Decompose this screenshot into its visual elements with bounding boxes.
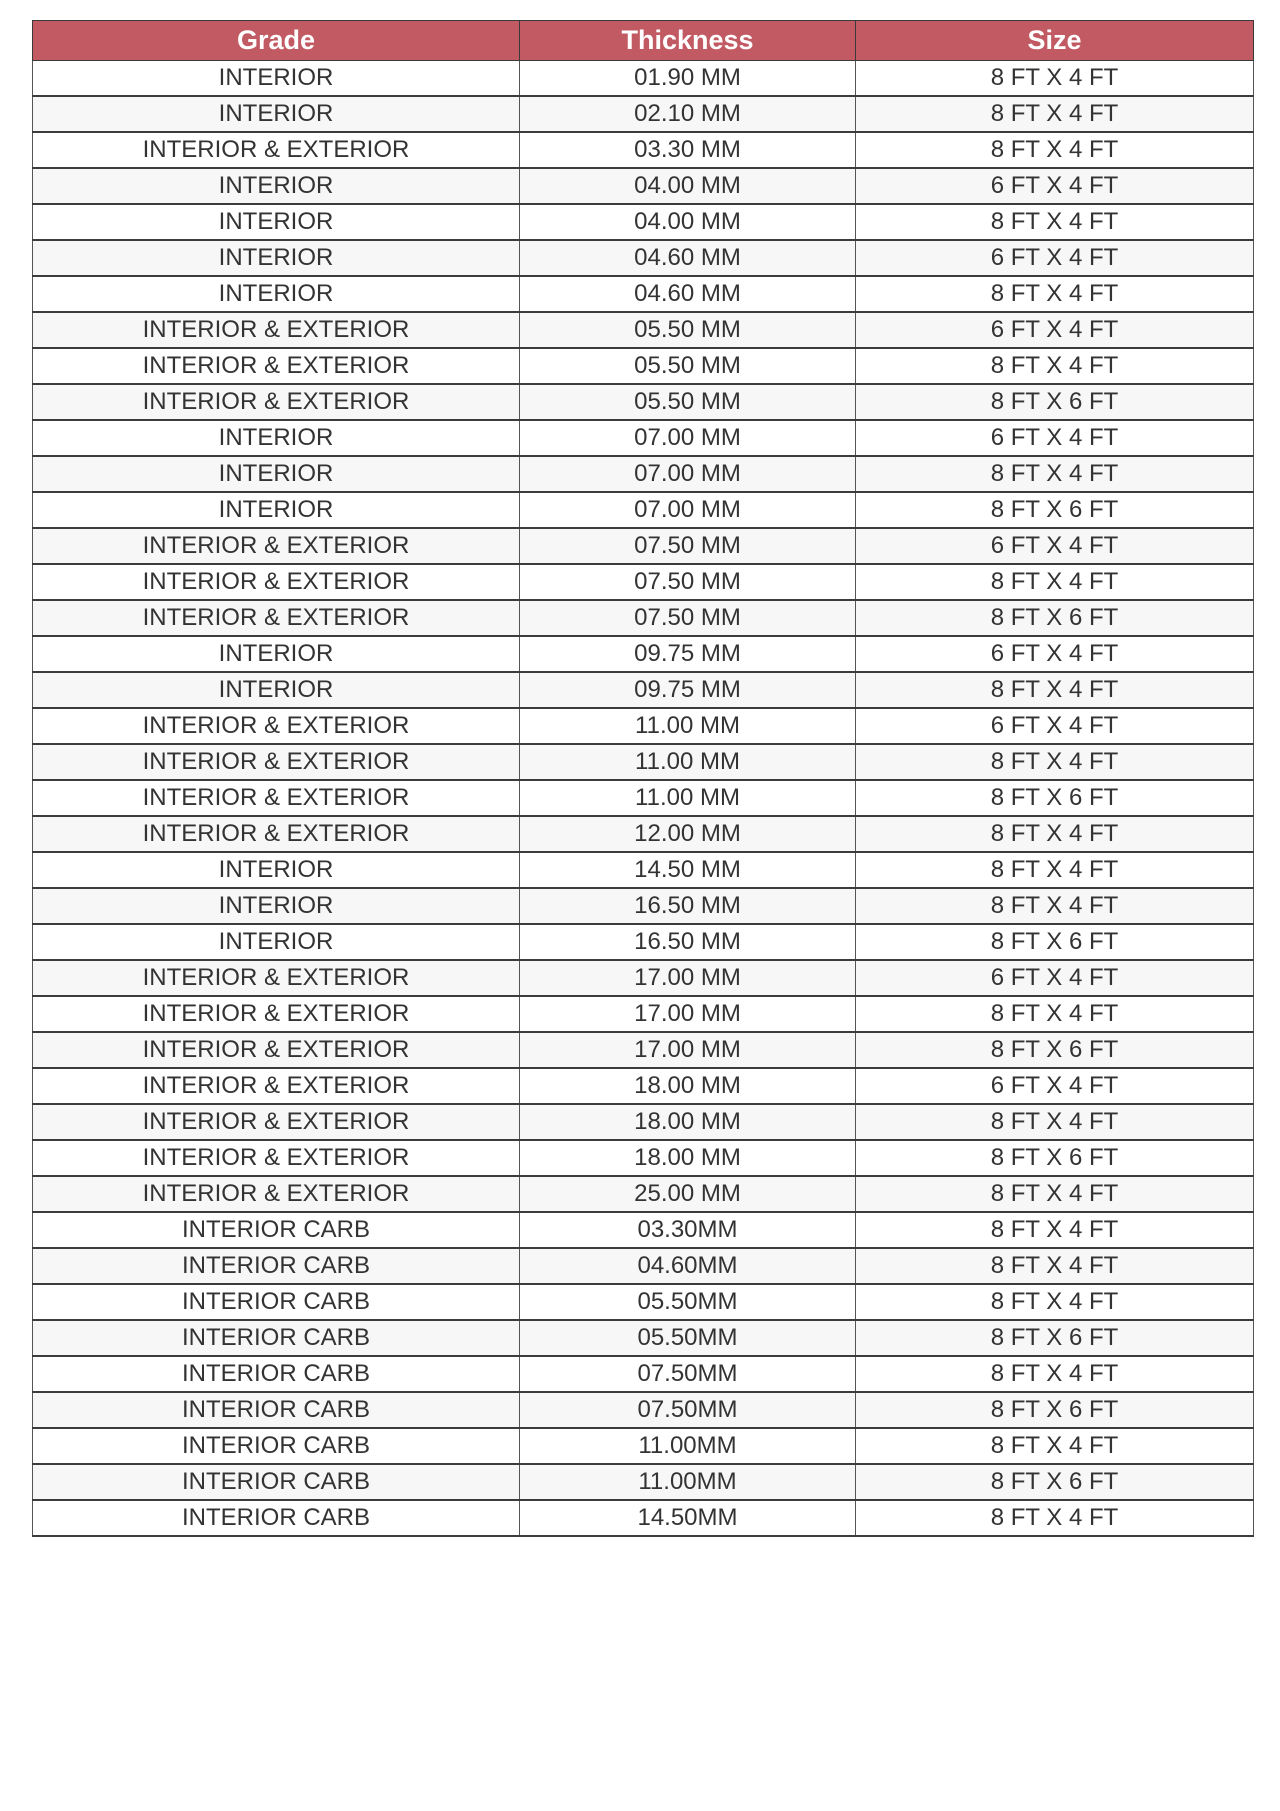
cell-thickness: 11.00 MM (520, 780, 856, 816)
table-row (33, 1212, 1254, 1248)
table-row (33, 204, 1254, 240)
cell-size: 8 FT X 4 FT (856, 1104, 1254, 1140)
table-row (33, 1032, 1254, 1068)
cell-size: 8 FT X 6 FT (856, 1032, 1254, 1068)
cell-grade: INTERIOR (33, 168, 520, 204)
cell-grade: INTERIOR (33, 276, 520, 312)
cell-size: 8 FT X 6 FT (856, 1464, 1254, 1500)
cell-thickness: 04.60MM (520, 1248, 856, 1284)
table-row (33, 960, 1254, 996)
cell-grade: INTERIOR (33, 61, 520, 97)
table-row (33, 672, 1254, 708)
table-row (33, 132, 1254, 168)
table-row (33, 852, 1254, 888)
cell-thickness: 02.10 MM (520, 96, 856, 132)
cell-grade: INTERIOR CARB (33, 1356, 520, 1392)
column-header-grade: Grade (33, 21, 520, 61)
table-row (33, 780, 1254, 816)
cell-thickness: 17.00 MM (520, 960, 856, 996)
cell-size: 8 FT X 4 FT (856, 348, 1254, 384)
cell-thickness: 04.00 MM (520, 168, 856, 204)
cell-grade: INTERIOR (33, 204, 520, 240)
cell-grade: INTERIOR CARB (33, 1284, 520, 1320)
table-row (33, 61, 1254, 97)
cell-grade: INTERIOR & EXTERIOR (33, 816, 520, 852)
cell-size: 8 FT X 4 FT (856, 456, 1254, 492)
table-row (33, 816, 1254, 852)
cell-grade: INTERIOR & EXTERIOR (33, 312, 520, 348)
cell-thickness: 11.00 MM (520, 744, 856, 780)
cell-size: 8 FT X 4 FT (856, 1428, 1254, 1464)
product-spec-table (32, 20, 1254, 1537)
cell-size: 8 FT X 4 FT (856, 816, 1254, 852)
table-row (33, 1428, 1254, 1464)
table-row (33, 1248, 1254, 1284)
cell-grade: INTERIOR & EXTERIOR (33, 348, 520, 384)
cell-grade: INTERIOR CARB (33, 1392, 520, 1428)
cell-grade: INTERIOR & EXTERIOR (33, 132, 520, 168)
cell-size: 8 FT X 4 FT (856, 744, 1254, 780)
cell-thickness: 05.50 MM (520, 312, 856, 348)
table-row (33, 384, 1254, 420)
cell-grade: INTERIOR (33, 456, 520, 492)
cell-grade: INTERIOR (33, 672, 520, 708)
cell-thickness: 04.60 MM (520, 276, 856, 312)
cell-size: 8 FT X 6 FT (856, 1320, 1254, 1356)
cell-thickness: 14.50MM (520, 1500, 856, 1536)
table-row (33, 276, 1254, 312)
table-row (33, 744, 1254, 780)
cell-size: 8 FT X 4 FT (856, 1284, 1254, 1320)
cell-size: 8 FT X 4 FT (856, 204, 1254, 240)
cell-grade: INTERIOR & EXTERIOR (33, 600, 520, 636)
cell-thickness: 05.50MM (520, 1284, 856, 1320)
table-row (33, 924, 1254, 960)
cell-size: 8 FT X 6 FT (856, 600, 1254, 636)
header-row (33, 21, 1254, 61)
cell-size: 8 FT X 4 FT (856, 1248, 1254, 1284)
cell-size: 6 FT X 4 FT (856, 312, 1254, 348)
cell-size: 8 FT X 4 FT (856, 61, 1254, 97)
cell-grade: INTERIOR & EXTERIOR (33, 780, 520, 816)
cell-size: 8 FT X 4 FT (856, 996, 1254, 1032)
cell-thickness: 07.50 MM (520, 600, 856, 636)
cell-size: 6 FT X 4 FT (856, 708, 1254, 744)
cell-thickness: 18.00 MM (520, 1068, 856, 1104)
cell-size: 6 FT X 4 FT (856, 1068, 1254, 1104)
table-row (33, 636, 1254, 672)
cell-size: 8 FT X 4 FT (856, 1176, 1254, 1212)
table-row (33, 528, 1254, 564)
cell-thickness: 07.00 MM (520, 456, 856, 492)
cell-grade: INTERIOR CARB (33, 1428, 520, 1464)
cell-thickness: 05.50MM (520, 1320, 856, 1356)
cell-size: 6 FT X 4 FT (856, 528, 1254, 564)
cell-size: 6 FT X 4 FT (856, 168, 1254, 204)
column-header-thickness: Thickness (520, 21, 856, 61)
cell-thickness: 25.00 MM (520, 1176, 856, 1212)
cell-grade: INTERIOR & EXTERIOR (33, 960, 520, 996)
cell-size: 8 FT X 6 FT (856, 1140, 1254, 1176)
cell-size: 8 FT X 6 FT (856, 924, 1254, 960)
table-row (33, 1284, 1254, 1320)
table-header (33, 21, 1254, 61)
cell-grade: INTERIOR CARB (33, 1464, 520, 1500)
cell-grade: INTERIOR CARB (33, 1212, 520, 1248)
cell-size: 8 FT X 4 FT (856, 852, 1254, 888)
cell-thickness: 07.50 MM (520, 564, 856, 600)
cell-thickness: 07.00 MM (520, 492, 856, 528)
cell-grade: INTERIOR & EXTERIOR (33, 1176, 520, 1212)
cell-grade: INTERIOR & EXTERIOR (33, 1032, 520, 1068)
column-header-size: Size (856, 21, 1254, 61)
table-row (33, 1068, 1254, 1104)
cell-thickness: 01.90 MM (520, 61, 856, 97)
table-row (33, 240, 1254, 276)
table-row (33, 1140, 1254, 1176)
cell-thickness: 07.50MM (520, 1392, 856, 1428)
cell-size: 8 FT X 6 FT (856, 780, 1254, 816)
table-row (33, 1500, 1254, 1536)
table-row (33, 1392, 1254, 1428)
cell-grade: INTERIOR (33, 240, 520, 276)
cell-grade: INTERIOR & EXTERIOR (33, 744, 520, 780)
cell-thickness: 16.50 MM (520, 888, 856, 924)
cell-grade: INTERIOR (33, 852, 520, 888)
cell-grade: INTERIOR & EXTERIOR (33, 528, 520, 564)
table-row (33, 564, 1254, 600)
cell-grade: INTERIOR (33, 492, 520, 528)
cell-grade: INTERIOR & EXTERIOR (33, 996, 520, 1032)
cell-size: 6 FT X 4 FT (856, 420, 1254, 456)
cell-thickness: 03.30MM (520, 1212, 856, 1248)
cell-size: 8 FT X 4 FT (856, 1356, 1254, 1392)
cell-grade: INTERIOR & EXTERIOR (33, 1140, 520, 1176)
cell-thickness: 07.50 MM (520, 528, 856, 564)
cell-grade: INTERIOR (33, 420, 520, 456)
cell-grade: INTERIOR & EXTERIOR (33, 708, 520, 744)
cell-size: 6 FT X 4 FT (856, 960, 1254, 996)
cell-grade: INTERIOR & EXTERIOR (33, 564, 520, 600)
cell-size: 8 FT X 6 FT (856, 492, 1254, 528)
cell-thickness: 12.00 MM (520, 816, 856, 852)
cell-thickness: 03.30 MM (520, 132, 856, 168)
cell-size: 8 FT X 4 FT (856, 888, 1254, 924)
cell-grade: INTERIOR CARB (33, 1500, 520, 1536)
table-row (33, 996, 1254, 1032)
table-row (33, 96, 1254, 132)
table-row (33, 1176, 1254, 1212)
cell-grade: INTERIOR (33, 96, 520, 132)
cell-grade: INTERIOR CARB (33, 1320, 520, 1356)
table-row (33, 420, 1254, 456)
table-row (33, 456, 1254, 492)
cell-thickness: 11.00 MM (520, 708, 856, 744)
cell-grade: INTERIOR & EXTERIOR (33, 1068, 520, 1104)
cell-thickness: 04.60 MM (520, 240, 856, 276)
cell-size: 6 FT X 4 FT (856, 240, 1254, 276)
cell-thickness: 18.00 MM (520, 1104, 856, 1140)
cell-size: 8 FT X 6 FT (856, 1392, 1254, 1428)
table-row (33, 600, 1254, 636)
cell-thickness: 05.50 MM (520, 384, 856, 420)
cell-thickness: 14.50 MM (520, 852, 856, 888)
table-row (33, 1320, 1254, 1356)
cell-size: 8 FT X 4 FT (856, 276, 1254, 312)
table-body (33, 61, 1254, 1537)
cell-thickness: 05.50 MM (520, 348, 856, 384)
table-row (33, 1464, 1254, 1500)
table-row (33, 888, 1254, 924)
cell-thickness: 17.00 MM (520, 996, 856, 1032)
cell-grade: INTERIOR (33, 636, 520, 672)
cell-size: 8 FT X 4 FT (856, 1212, 1254, 1248)
table-row (33, 312, 1254, 348)
cell-size: 8 FT X 4 FT (856, 1500, 1254, 1536)
cell-grade: INTERIOR (33, 888, 520, 924)
cell-thickness: 07.00 MM (520, 420, 856, 456)
cell-size: 8 FT X 6 FT (856, 384, 1254, 420)
cell-thickness: 09.75 MM (520, 636, 856, 672)
cell-thickness: 11.00MM (520, 1428, 856, 1464)
table-row (33, 348, 1254, 384)
table-row (33, 168, 1254, 204)
cell-thickness: 16.50 MM (520, 924, 856, 960)
table-row (33, 1356, 1254, 1392)
cell-size: 8 FT X 4 FT (856, 672, 1254, 708)
cell-thickness: 07.50MM (520, 1356, 856, 1392)
cell-grade: INTERIOR & EXTERIOR (33, 384, 520, 420)
cell-thickness: 09.75 MM (520, 672, 856, 708)
cell-size: 8 FT X 4 FT (856, 96, 1254, 132)
cell-thickness: 04.00 MM (520, 204, 856, 240)
cell-grade: INTERIOR (33, 924, 520, 960)
cell-grade: INTERIOR CARB (33, 1248, 520, 1284)
table-row (33, 1104, 1254, 1140)
cell-size: 8 FT X 4 FT (856, 564, 1254, 600)
cell-size: 6 FT X 4 FT (856, 636, 1254, 672)
table-row (33, 708, 1254, 744)
cell-size: 8 FT X 4 FT (856, 132, 1254, 168)
cell-thickness: 18.00 MM (520, 1140, 856, 1176)
cell-thickness: 17.00 MM (520, 1032, 856, 1068)
cell-grade: INTERIOR & EXTERIOR (33, 1104, 520, 1140)
cell-thickness: 11.00MM (520, 1464, 856, 1500)
table-row (33, 492, 1254, 528)
